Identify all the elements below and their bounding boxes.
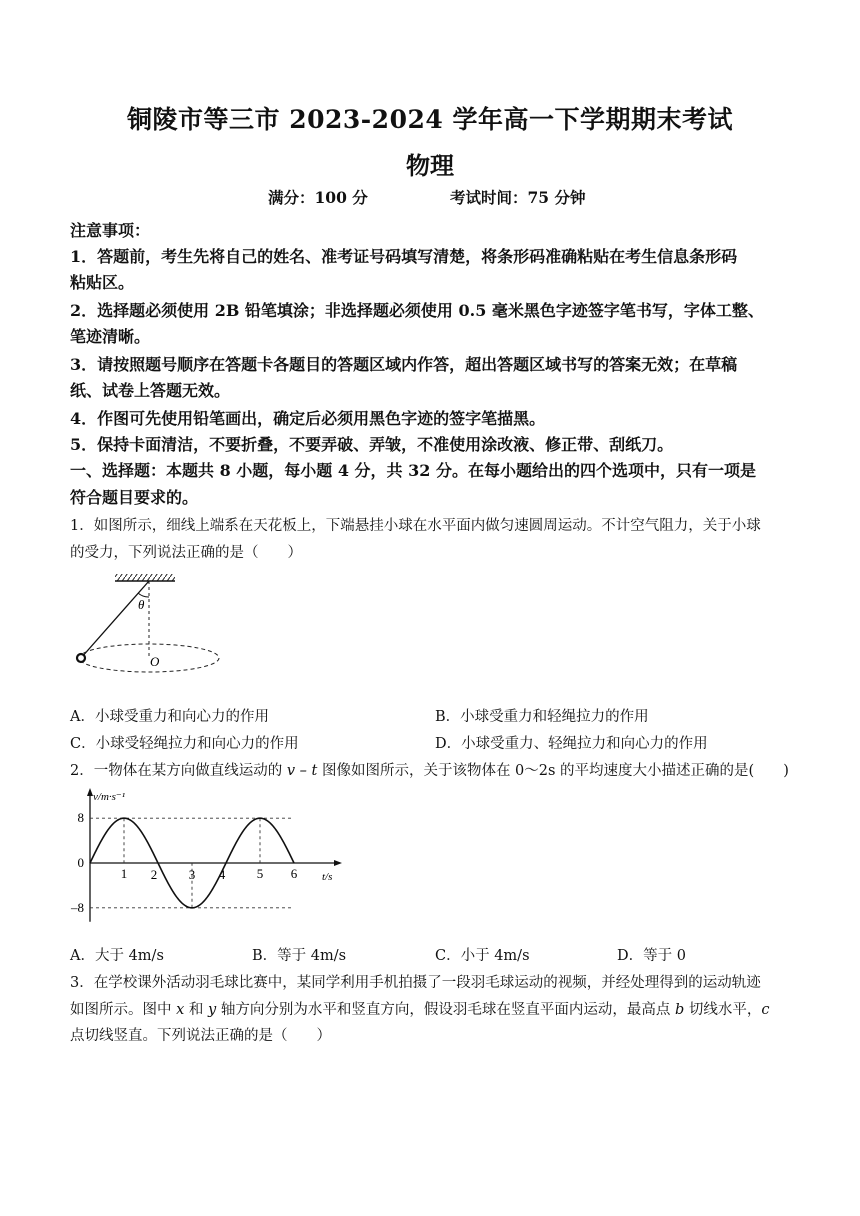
notes-line: 1．答题前，考生先将自己的姓名、准考证号码填写清楚，将条形码准确粘贴在考生信息条形码 xyxy=(70,247,738,266)
q3-text: 轴方向分别为水平和竖直方向，假设羽毛球在竖直平面内运动，最高点 xyxy=(216,1002,675,1018)
notes-line: 4．作图可先使用铅笔画出，确定后必须用黑色字迹的签字笔描黑。 xyxy=(70,409,546,428)
notes-heading: 注意事项： xyxy=(70,221,151,240)
q1-stem: 1．如图所示，细线上端系在天花板上，下端悬挂小球在水平面内做匀速圆周运动。不计空气阻力，关于小球 xyxy=(70,518,761,534)
q3-text: 切线水平， xyxy=(684,1002,762,1018)
notes-line: 3．请按照题号顺序在答题卡各题目的答题区域内作答，超出答题区域书写的答案无效；在草稿 xyxy=(70,355,738,374)
ball xyxy=(77,654,85,662)
x-tick-label: 2 xyxy=(150,867,158,882)
q2-stem-var: v – t xyxy=(286,763,318,779)
notes-line: 笔迹清晰。 xyxy=(70,327,151,346)
notes-line: 2．选择题必须使用 2B 铅笔填涂；非选择题必须使用 0.5 毫米黑色字迹签字笔书写，字体工整、 xyxy=(70,301,764,320)
notes-line: 纸、试卷上答题无效。 xyxy=(70,381,231,400)
x-tick-label: 4 xyxy=(218,867,226,882)
q2-vt-chart xyxy=(60,786,360,936)
q1-option-d: D．小球受重力、轻绳拉力和向心力的作用 xyxy=(435,736,708,752)
exam-title: 铜陵市等三市 2023-2024 学年高一下学期期末考试 xyxy=(127,105,733,134)
q2-stem xyxy=(70,759,789,780)
notes-line: 5．保持卡面清洁，不要折叠，不要弄破、弄皱，不准使用涂改液、修正带、刮纸刀。 xyxy=(70,435,674,454)
x-tick-label: 6 xyxy=(290,866,298,881)
y-tick-label: –8 xyxy=(71,899,84,915)
q3-text: 和 xyxy=(184,1002,209,1018)
q2-option-a: A．大于 4m/s xyxy=(70,948,164,964)
q3-var-x: x xyxy=(176,1002,185,1018)
q1-option-b: B．小球受重力和轻绳拉力的作用 xyxy=(435,709,649,725)
q3-text: 如图所示。图中 xyxy=(70,1002,177,1018)
y-tick-label: 0 xyxy=(77,855,84,870)
q2-option-c: C．小于 4m/s xyxy=(435,948,530,964)
q2-option-b: B．等于 4m/s xyxy=(252,948,347,964)
q2-stem-post: 图像如图所示，关于该物体在 0～2s 的平均速度大小描述正确的是( ) xyxy=(317,763,789,779)
string-line xyxy=(81,581,149,658)
notes-line: 粘贴区。 xyxy=(70,273,135,292)
section-heading: 一、选择题：本题共 8 小题，每小题 4 分，共 32 分。在每小题给出的四个选项中，只有一项是 xyxy=(70,461,756,480)
x-axis-arrow xyxy=(334,860,342,866)
x-tick-label: 5 xyxy=(256,866,264,881)
q2-stem-pre: 2．一物体在某方向做直线运动的 xyxy=(70,763,287,779)
section-heading: 符合题目要求的。 xyxy=(70,488,199,507)
x-tick-label: 1 xyxy=(120,866,128,881)
theta-label: θ xyxy=(138,597,145,612)
q3-stem: 3．在学校课外活动羽毛球比赛中，某同学利用手机拍摄了一段羽毛球运动的视频，并经处理得到的运动轨迹 xyxy=(70,975,761,991)
q1-stem: 的受力，下列说法正确的是（ ） xyxy=(70,545,302,561)
y-axis-label: v/m·s⁻¹ xyxy=(93,791,126,803)
ceiling xyxy=(115,574,175,581)
center-label: O xyxy=(150,654,160,669)
q3-stem xyxy=(70,998,769,1019)
subject-title: 物理 xyxy=(406,151,454,180)
q2-option-d: D．等于 0 xyxy=(617,948,686,964)
q1-conical-pendulum-figure xyxy=(70,570,250,690)
full-score: 满分：100 分 xyxy=(268,188,368,207)
q3-var-y: y xyxy=(208,1002,217,1018)
q1-option-a: A．小球受重力和向心力的作用 xyxy=(70,709,269,725)
x-tick-label: 3 xyxy=(188,867,196,882)
q3-point-b: b xyxy=(674,1002,685,1018)
q3-point-c: c xyxy=(761,1002,770,1018)
x-axis-label: t/s xyxy=(322,871,333,883)
y-tick-label: 8 xyxy=(77,810,84,826)
q3-stem: 点切线竖直。下列说法正确的是（ ） xyxy=(70,1028,331,1044)
exam-time: 考试时间：75 分钟 xyxy=(450,188,586,207)
q1-option-c: C．小球受轻绳拉力和向心力的作用 xyxy=(70,736,299,752)
